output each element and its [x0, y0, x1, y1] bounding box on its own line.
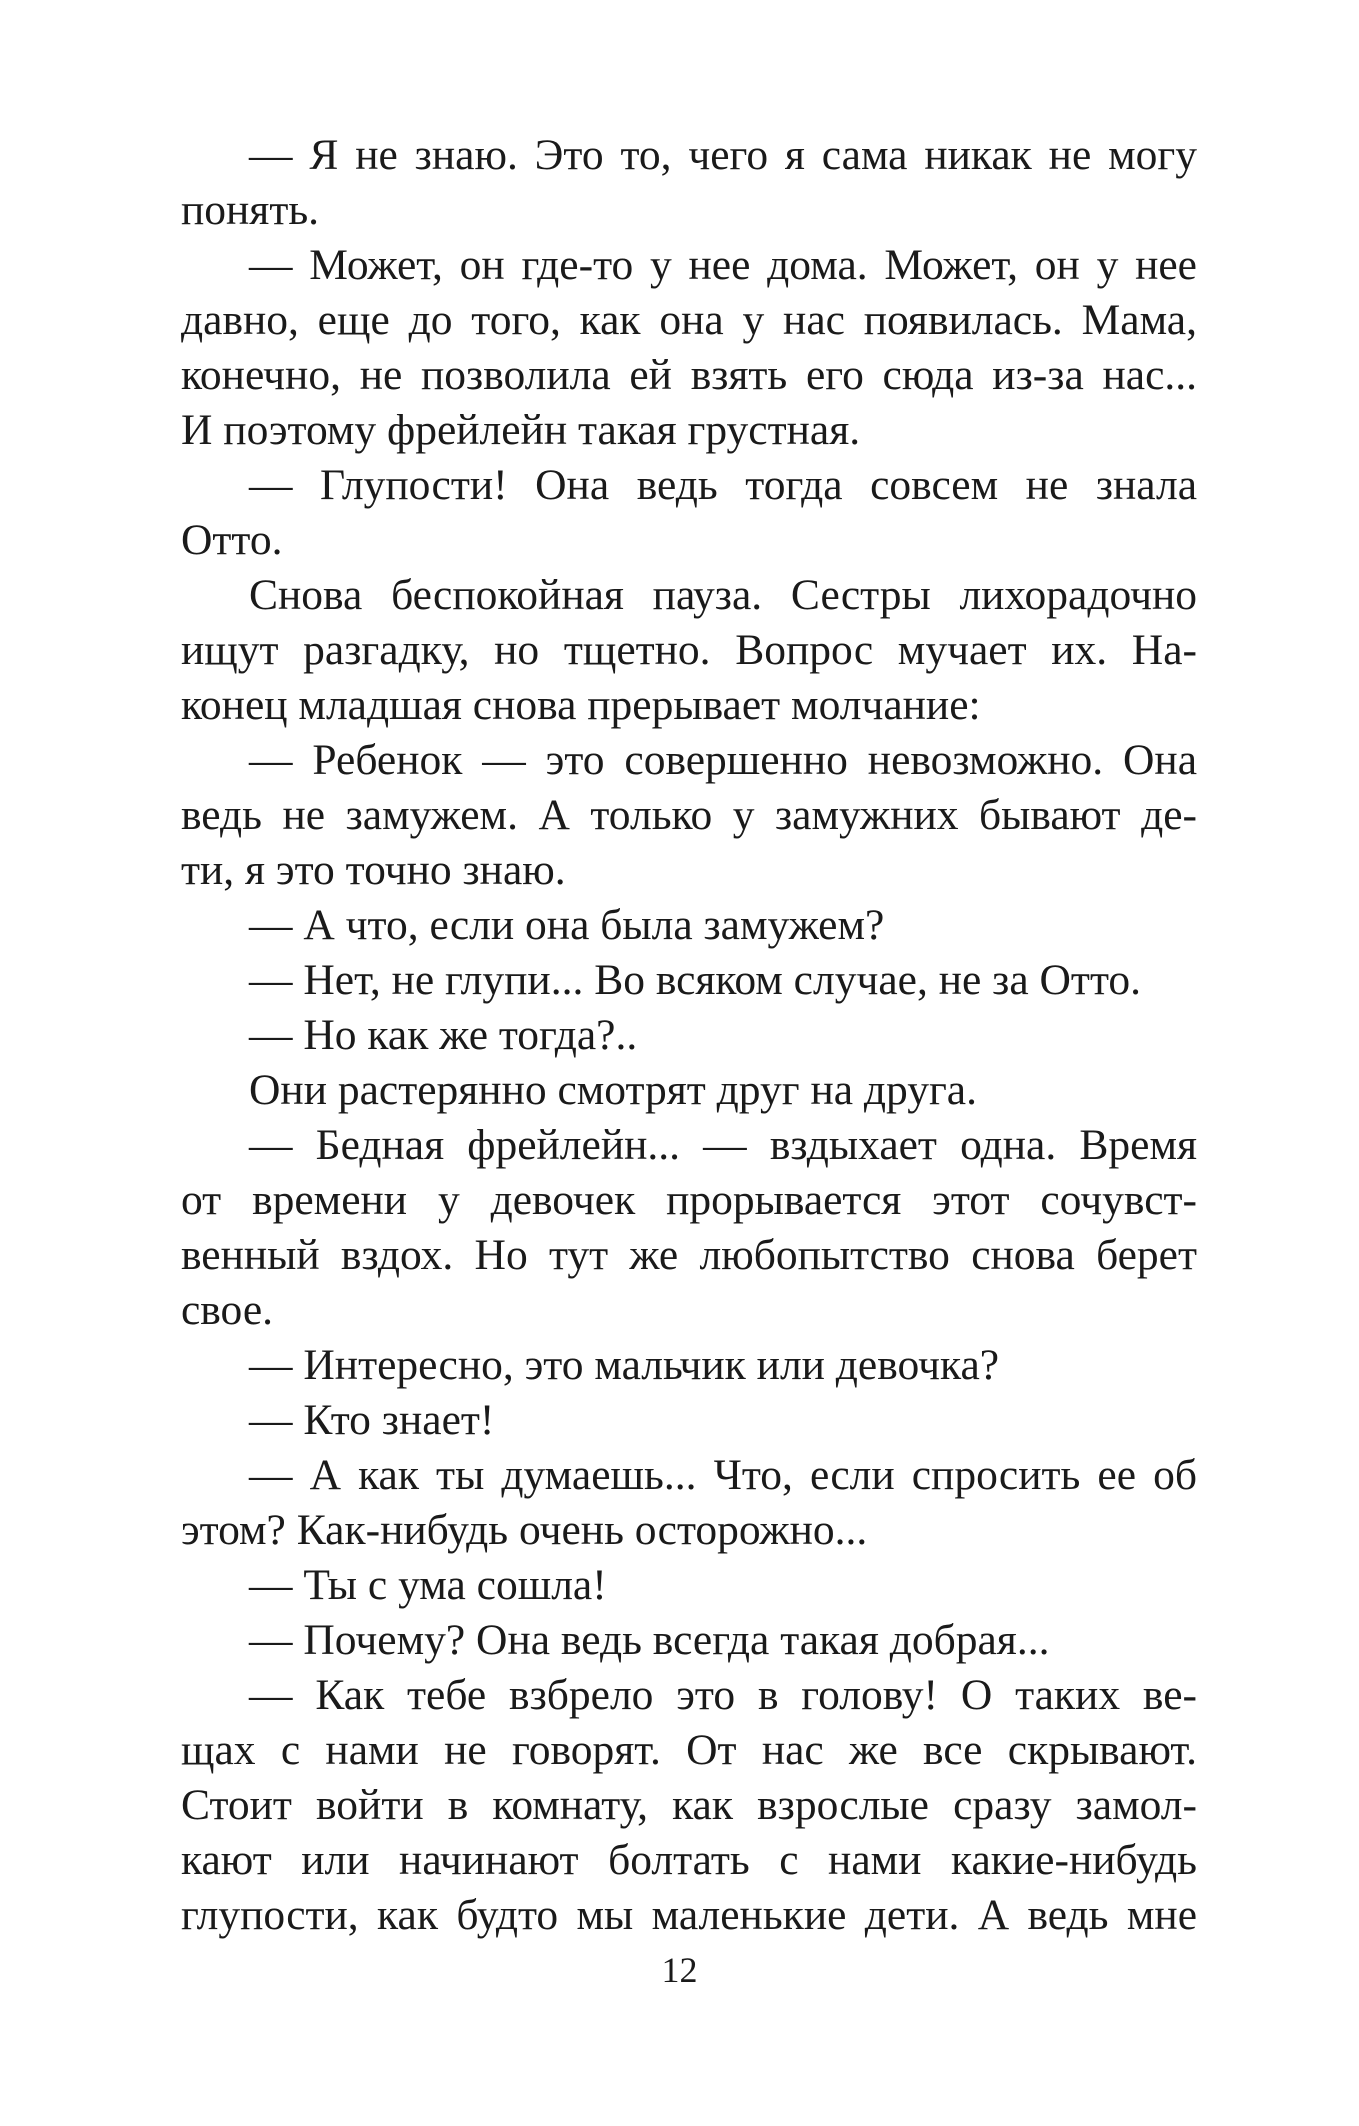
text-line: ведь не замужем. А только у замужних бывают де-: [181, 791, 1197, 839]
text-line: от времени у девочек прорывается этот сочувст-: [181, 1176, 1197, 1224]
text-line: — Я не знаю. Это то, чего я сама никак не могу: [249, 131, 1197, 179]
text-line: конечно, не позволила ей взять его сюда из-за нас...: [181, 351, 1197, 399]
page-number: 12: [661, 1950, 698, 1990]
text-line: Они растерянно смотрят друг на друга.: [249, 1066, 977, 1114]
text-line: — Глупости! Она ведь тогда совсем не знала: [249, 461, 1197, 509]
text-line: Стоит войти в комнату, как взрослые сразу замол-: [181, 1781, 1197, 1829]
page-text: [181, 128, 1197, 1943]
text-line: свое.: [181, 1286, 274, 1334]
text-line: — Интересно, это мальчик или девочка?: [249, 1341, 1000, 1389]
text-line: — Может, он где-то у нее дома. Может, он у нее: [249, 241, 1197, 289]
text-line: — Нет, не глупи... Во всяком случае, не за Отто.: [249, 956, 1142, 1004]
text-line: конец младшая снова прерывает молчание:: [181, 681, 981, 729]
text-line: ищут разгадку, но тщетно. Вопрос мучает их. На-: [181, 626, 1197, 674]
text-line: Снова беспокойная пауза. Сестры лихорадочно: [249, 571, 1197, 619]
text-line: Отто.: [181, 516, 283, 564]
text-line: — А что, если она была замужем?: [249, 901, 885, 949]
text-line: понять.: [181, 186, 320, 234]
text-line: — Кто знает!: [249, 1396, 495, 1444]
text-line: — Почему? Она ведь всегда такая добрая...: [249, 1616, 1050, 1664]
text-line: щах с нами не говорят. От нас же все скрывают.: [181, 1726, 1197, 1774]
text-line: давно, еще до того, как она у нас появилась. Мама,: [181, 296, 1197, 344]
text-line: — Но как же тогда?..: [249, 1011, 638, 1059]
text-line: — Как тебе взбрело это в голову! О таких ве-: [249, 1671, 1197, 1719]
text-line: — Ребенок — это совершенно невозможно. Она: [249, 736, 1197, 784]
text-line: И поэтому фрейлейн такая грустная.: [181, 406, 861, 454]
text-line: ти, я это точно знаю.: [181, 846, 566, 894]
text-line: — Ты с ума сошла!: [249, 1561, 607, 1609]
text-line: венный вздох. Но тут же любопытство снова берет: [181, 1231, 1197, 1279]
text-line: — Бедная фрейлейн... — вздыхает одна. Время: [249, 1121, 1197, 1169]
text-line: кают или начинают болтать с нами какие-нибудь: [181, 1836, 1197, 1884]
text-line: — А как ты думаешь... Что, если спросить ее об: [249, 1451, 1197, 1499]
text-line: глупости, как будто мы маленькие дети. А ведь мне: [181, 1891, 1197, 1939]
text-line: этом? Как-нибудь очень осторожно...: [181, 1506, 868, 1554]
